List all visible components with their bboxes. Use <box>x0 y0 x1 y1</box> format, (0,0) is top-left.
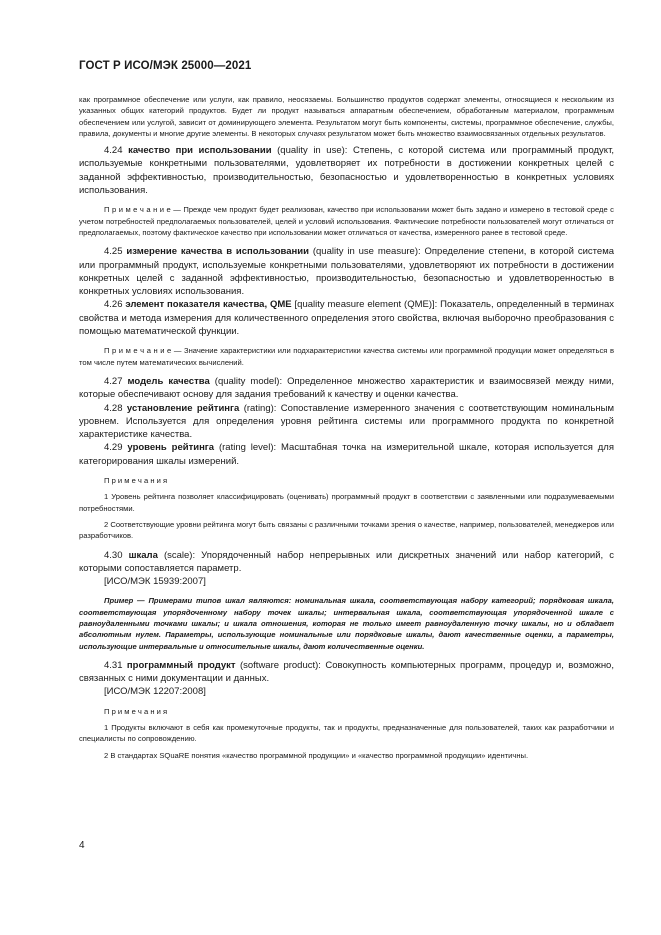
term-4-31 <box>79 659 614 686</box>
term-number: 4.24 <box>104 145 123 157</box>
note-2-4-31: 2 В стандартах SQuaRE понятия «качество программной продукции» и «качество программной продукции» идентичны. <box>104 750 529 760</box>
term-number: 4.30 <box>104 549 123 561</box>
term-4-28 <box>79 402 614 442</box>
term-definition: (software product): Совокупность компьютерных программ, процедур и, возможно, связанных с ними документации и данных. <box>79 659 614 685</box>
term-number: 4.29 <box>104 442 123 454</box>
note-text: — Прежде чем продукт будет реализован, качество при использовании может быть задано и измерено в тестовой среде с учетом потребностей предполагаемых пользователей, целей и условий использования. Фактические потребности пользователей могут отличаться от предполагаемых, поэтому фактическое качество при использовании может отличаться от качества, измеренного ранее в тестовой среде. <box>79 205 614 237</box>
note-4-24 <box>79 204 614 238</box>
term-name: качество при использовании <box>128 145 272 157</box>
term-definition: (scale): Упорядоченный набор непрерывных или дискретных значений или набор категорий, с которыми сопоставляется параметр. <box>79 549 615 574</box>
page-header: ГОСТ Р ИСО/МЭК 25000—2021 <box>79 60 252 72</box>
term-4-26 <box>79 298 614 338</box>
term-number: 4.26 <box>104 299 123 311</box>
term-4-24 <box>79 144 614 197</box>
term-definition: (rating): Сопоставление измеренного значения с соответствующим номинальным уровнем. Используется для определения уровня рейтинга системы или программного продукта по конкретной характеристике качества. <box>79 402 615 441</box>
note-2-4-29: 2 Соответствующие уровни рейтинга могут быть связаны с различными точками зрения о качестве, например, пользователей, менеджеров или разработчиков. <box>79 519 614 541</box>
note-label: П р и м е ч а н и е <box>104 205 171 215</box>
term-name: элемент показателя качества, QME <box>125 299 292 311</box>
page-number: 4 <box>79 840 85 851</box>
example-text: Примерами типов шкал являются: номинальная шкала, соответствующая набору категорий; порядковая шкала, соответствующая упорядоченному набору точек шкалы; интервальная шкала, соответствующая упорядоченной шкале с равноудаленными точками шкалы; и шкала отношения, которая не только имеет равноудаленную точку шкалы, но и обладает абсолютным нулем. Параметры, использующие номинальные или порядковые шкалы, дают качественные оценки, а параметры, использующие интервальные и относительные шкалы, дают количественные оценки. <box>79 596 614 651</box>
term-definition: (quality model): Определенное множество характеристик и взаимосвязей между ними, которые обеспечивают основу для задания требований к качеству и оценки качества. <box>79 375 615 401</box>
source-4-30: [ИСО/МЭК 15939:2007] <box>104 576 206 588</box>
notes-label-4-29: П р и м е ч а н и я <box>104 476 168 486</box>
example-4-30 <box>79 595 614 651</box>
term-definition: (quality in use measure): Определение степени, в которой система или программный продукт, используемые конкретными пользователями, удовлетворяют их потребности в достижении конкретных целей с заданной эффективностью, производительностью, безопасностью и удовлетворенностью в конкретных условиях использования. <box>79 246 615 298</box>
term-4-25 <box>79 245 614 298</box>
note-text: — Значение характеристики или подхарактеристики качества системы или программной продукции может определяться в том числе путем математических вычислений. <box>79 346 614 367</box>
note-1-4-29: 1 Уровень рейтинга позволяет классифицировать (оценивать) программный продукт в соответствии с заявленными или подразумеваемыми потребностями. <box>79 492 614 513</box>
term-name: модель качества <box>127 375 210 387</box>
term-name: установление рейтинга <box>126 402 240 414</box>
note-1-4-31: 1 Продукты включают в себя как промежуточные продукты, так и продукты, предназначенные для пользователей, таких как разработчики и специалисты по сопровождению. <box>79 723 614 744</box>
page-content <box>79 94 614 761</box>
term-4-30 <box>79 549 614 576</box>
term-definition: (quality in use): Степень, с которой система или программный продукт, используемые конкретными пользователями, удовлетворяет их потребности в достижении конкретных целей с заданной эффективностью, производительностью, безопасностью и удовлетворенностью в конкретных условиях использования. <box>79 145 615 197</box>
intro-paragraph: как программное обеспечение или услуги, как правило, неосязаемы. Большинство продуктов содержат элементы, относящиеся к нескольким из указанных общих категорий продуктов. Будет ли продукт называться аппаратным обеспечением, обработанным материалом, программным обеспечением или услугой, зависит от доминирующего элемента. Результатом могут быть компоненты, системы, программное обеспечение, службы, правила, документы и многие другие элементы. В некоторых случаях результатом может быть множество взаимосвязанных отдельных результатов. <box>79 95 614 138</box>
note-4-26 <box>79 345 614 368</box>
term-name: уровень рейтинга <box>127 442 215 454</box>
term-4-27 <box>79 375 614 402</box>
term-definition: [quality measure element (QME)]: Показатель, определенный в терминах свойства и метода измерения для количественного определения этого свойства, включая выборочно преобразования с помощью математической функции. <box>79 299 614 338</box>
example-label: Пример — <box>104 596 145 606</box>
term-number: 4.28 <box>104 402 123 414</box>
term-name: измерение качества в использовании <box>126 246 309 258</box>
term-definition: (rating level): Масштабная точка на измерительной шкале, которая используется для категорирования шкалы измерений. <box>79 442 614 467</box>
term-name: шкала <box>128 549 158 561</box>
note-label: П р и м е ч а н и е <box>104 346 172 356</box>
term-4-29 <box>79 441 614 468</box>
term-number: 4.27 <box>104 375 123 387</box>
notes-label-4-31: П р и м е ч а н и я <box>104 706 168 716</box>
term-name: программный продукт <box>126 659 236 671</box>
term-number: 4.25 <box>104 246 123 258</box>
source-4-31: [ИСО/МЭК 12207:2008] <box>104 686 206 698</box>
term-number: 4.31 <box>104 659 123 671</box>
